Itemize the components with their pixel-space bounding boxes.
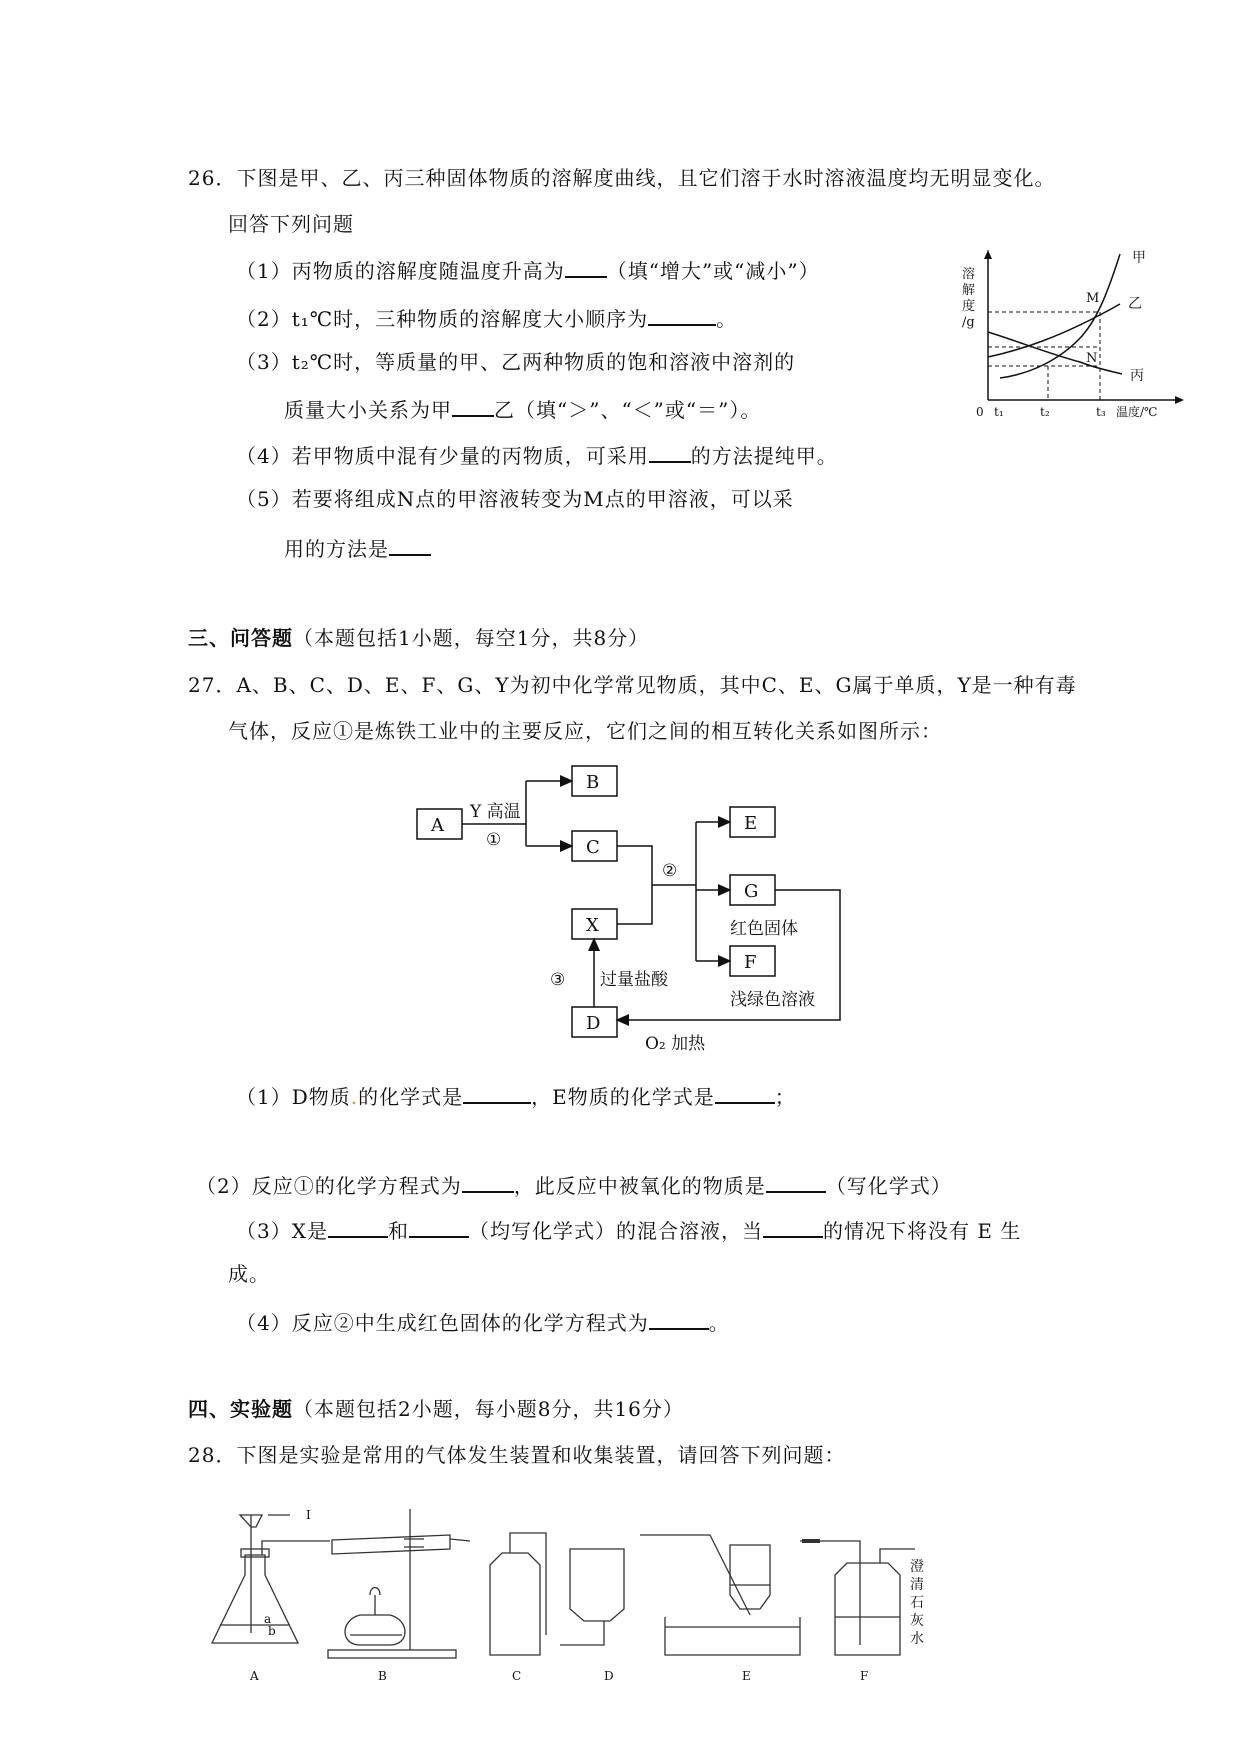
curve-bing (988, 332, 1122, 374)
apparatus-c (490, 1533, 546, 1655)
node-a-label: A (431, 815, 444, 836)
y-label-4: /g (962, 315, 975, 330)
y-label-1: 溶 (962, 267, 976, 282)
label-f: F (860, 1669, 869, 1683)
label-c: C (512, 1669, 522, 1683)
node-f-label: F (744, 952, 757, 973)
q26-part1: （1）丙物质的溶解度随温度升高为 （填“增大”或“减小”） (236, 256, 820, 283)
apparatus-b (328, 1509, 470, 1658)
answer-blank[interactable] (565, 256, 607, 278)
conversion-flow-diagram (400, 760, 870, 1060)
label-e: E (742, 1669, 751, 1683)
point-n: N (1086, 351, 1098, 366)
node-d-label: D (586, 1013, 601, 1034)
answer-blank[interactable] (649, 441, 691, 463)
label-a: A (250, 1669, 259, 1683)
answer-blank[interactable] (648, 304, 716, 326)
q26-part3-line2: 质量大小关系为甲 乙（填“＞”、“＜”或“＝”）。 (284, 395, 761, 422)
label-b: B (378, 1669, 387, 1683)
y-label-2: 解 (962, 283, 976, 298)
limewater-1: 澄 (910, 1559, 924, 1575)
answer-blank[interactable] (328, 1216, 388, 1238)
solubility-graph (962, 250, 1190, 440)
answer-blank[interactable] (409, 1216, 469, 1238)
reaction2-number: ② (662, 861, 678, 881)
label-d: D (604, 1669, 614, 1683)
q27-part3-cont: 成。 (228, 1262, 270, 1286)
q26-stem: 26．下图是甲、乙、丙三种固体物质的溶解度曲线，且它们溶于水时溶液温度均无明显变化。 (188, 166, 1056, 190)
q28-stem: 28．下图是实验是常用的气体发生装置和收集装置，请回答下列问题： (188, 1443, 846, 1467)
y-label-3: 度 (962, 299, 976, 314)
node-x-label: X (586, 915, 599, 936)
apparatus-e (640, 1535, 800, 1655)
tick-0: 0 (976, 405, 984, 419)
g-description: 红色固体 (730, 919, 798, 939)
answer-blank[interactable] (462, 1171, 514, 1193)
curve-jia (1000, 254, 1120, 378)
node-b-label: B (586, 772, 600, 793)
node-g-label: G (744, 881, 759, 902)
section-3-heading: 三、问答题（本题包括1小题，每空1分，共8分） (188, 626, 650, 650)
limewater-5: 水 (910, 1631, 924, 1647)
point-m: M (1086, 291, 1100, 306)
q27-part3: （3）X是 和 （均写化学式）的混合溶液，当 的情况下将没有 E 生 (236, 1216, 1021, 1243)
q27-stem-line1: 27．A、B、C、D、E、F、G、Y为初中化学常见物质，其中C、E、G属于单质，Y是一种有毒 (188, 673, 1077, 697)
tick-t2: t₂ (1040, 405, 1050, 419)
reaction1-number: ① (486, 830, 502, 850)
answer-blank[interactable] (715, 1082, 775, 1104)
label-yi: 乙 (1128, 296, 1142, 312)
limewater-2: 清 (910, 1577, 924, 1593)
o2-condition: O₂ 加热 (645, 1034, 706, 1054)
q26-part3-line1: （3）t₂℃时，等质量的甲、乙两种物质的饱和溶液中溶剂的 (236, 350, 796, 374)
answer-blank[interactable] (649, 1308, 709, 1330)
q26-part4: （4）若甲物质中混有少量的丙物质，可采用 的方法提纯甲。 (236, 441, 838, 468)
q26-part2: （2）t₁℃时，三种物质的溶解度大小顺序为 。 (236, 304, 737, 331)
tick-t3: t₃ (1096, 405, 1106, 419)
tick-t1: t₁ (994, 405, 1004, 419)
answer-blank[interactable] (763, 1216, 823, 1238)
x-label: 温度/℃ (1116, 405, 1158, 419)
q27-part2: （2）反应①的化学方程式为 ，此反应中被氧化的物质是 （写化学式） (196, 1171, 952, 1198)
answer-blank[interactable] (452, 395, 494, 417)
reaction3-number: ③ (550, 970, 566, 990)
apparatus-d (560, 1549, 624, 1645)
answer-blank[interactable] (766, 1171, 826, 1193)
limewater-4: 灰 (910, 1613, 924, 1629)
limewater-3: 石 (910, 1595, 924, 1611)
label-bing: 丙 (1130, 368, 1144, 384)
reaction1-condition: Y 高温 (470, 802, 521, 822)
mark-i: I (306, 1508, 311, 1522)
node-c-label: C (586, 837, 600, 858)
q26-intro: 回答下列问题 (228, 212, 354, 236)
node-e-label: E (744, 813, 758, 834)
q27-stem-line2: 气体，反应①是炼铁工业中的主要反应，它们之间的相互转化关系如图所示： (228, 719, 942, 743)
q26-part5-line2: 用的方法是 (284, 534, 431, 561)
reaction3-reagent: 过量盐酸 (600, 970, 668, 990)
section-4-heading: 四、实验题（本题包括2小题，每小题8分，共16分） (188, 1397, 684, 1421)
mark-b: b (268, 1624, 276, 1638)
q27-part4: （4）反应②中生成红色固体的化学方程式为 。 (236, 1308, 730, 1335)
answer-blank[interactable] (463, 1082, 531, 1104)
q27-part1: （1）D物质.的化学式是 ，E物质的化学式是 ； (236, 1082, 796, 1109)
f-description: 浅绿色溶液 (730, 990, 815, 1010)
apparatus-figure (210, 1505, 1070, 1683)
q26-part5-line1: （5）若要将组成N点的甲溶液转变为M点的甲溶液，可以采 (236, 487, 794, 511)
answer-blank[interactable] (389, 534, 431, 556)
label-jia: 甲 (1132, 250, 1146, 266)
mark-a: a (264, 1612, 272, 1626)
apparatus-f (800, 1541, 915, 1655)
